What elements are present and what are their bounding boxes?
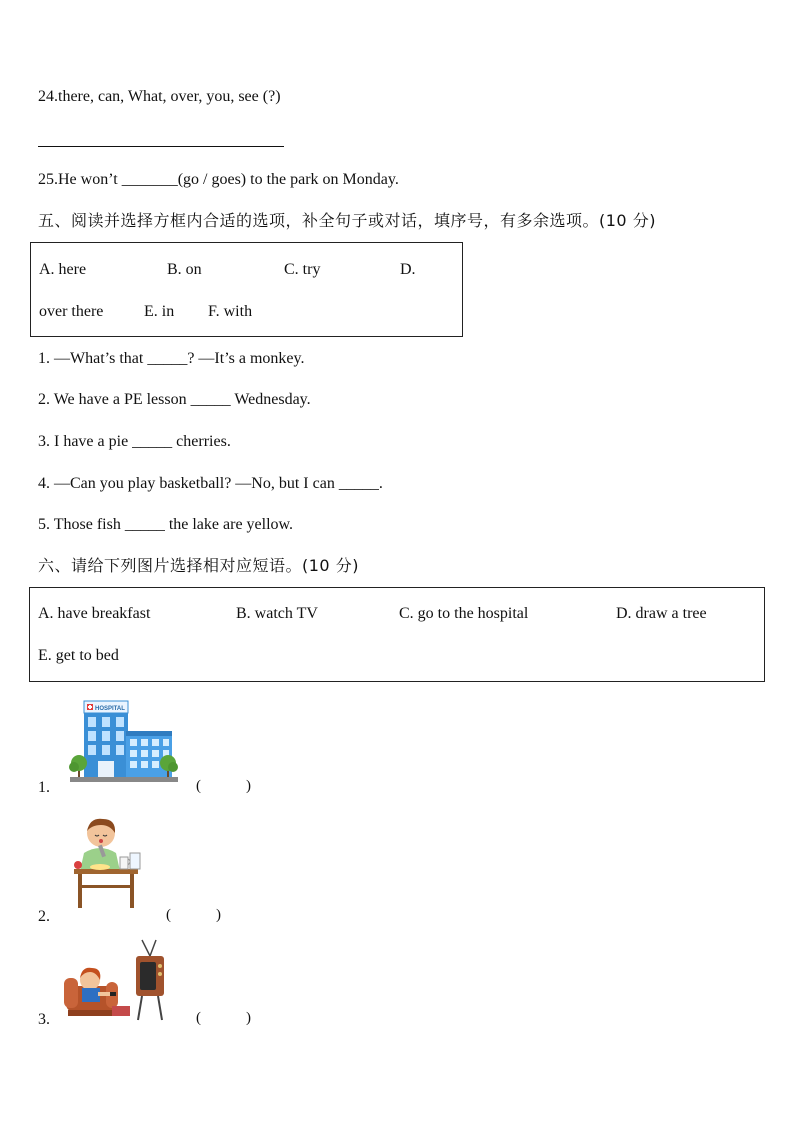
section-5-question-5: 5. Those fish _____ the lake are yellow. — [38, 516, 294, 533]
option-a: A. have breakfast — [38, 605, 151, 622]
item-2-number: 2. — [38, 908, 50, 925]
question-24: 24.there, can, What, over, you, see (?) — [38, 88, 281, 105]
option-b: B. watch TV — [236, 605, 318, 622]
option-e: E. in — [144, 303, 175, 320]
option-d: D. — [400, 261, 416, 278]
item-1-answer-blank[interactable]: ( ) — [196, 778, 251, 794]
item-1-number: 1. — [38, 779, 50, 796]
section-5-option-box — [30, 242, 463, 337]
tv-icon — [62, 938, 174, 1024]
option-f: F. with — [208, 303, 253, 320]
breakfast-icon — [70, 815, 146, 909]
hospital-icon — [68, 697, 180, 785]
item-3-answer-blank[interactable]: ( ) — [196, 1010, 251, 1026]
item-2-answer-blank[interactable]: ( ) — [166, 907, 221, 923]
answer-line-24[interactable] — [38, 146, 284, 147]
option-c: C. go to the hospital — [399, 605, 529, 622]
section-5-question-3: 3. I have a pie _____ cherries. — [38, 433, 231, 450]
option-b: B. on — [167, 261, 202, 278]
hospital-sign-text: HOSPITAL — [95, 706, 125, 712]
item-3-number: 3. — [38, 1011, 50, 1028]
section-5-question-2: 2. We have a PE lesson _____ Wednesday. — [38, 391, 311, 408]
option-c: C. try — [284, 261, 321, 278]
section-6-title: 六、请给下列图片选择相对应短语。(10 分) — [38, 556, 359, 575]
section-6-option-box — [29, 587, 765, 682]
section-5-question-4: 4. —Can you play basketball? —No, but I can _____. — [38, 475, 383, 492]
option-e: E. get to bed — [38, 647, 119, 664]
question-25: 25.He won’t _______(go / goes) to the park on Monday. — [38, 171, 399, 188]
option-a: A. here — [39, 261, 87, 278]
section-5-question-1: 1. —What’s that _____? —It’s a monkey. — [38, 350, 305, 367]
option-d-text: over there — [39, 303, 104, 320]
option-d: D. draw a tree — [616, 605, 707, 622]
section-5-title: 五、阅读并选择方框内合适的选项，补全句子或对话，填序号，有多余选项。(10 分) — [38, 211, 656, 230]
